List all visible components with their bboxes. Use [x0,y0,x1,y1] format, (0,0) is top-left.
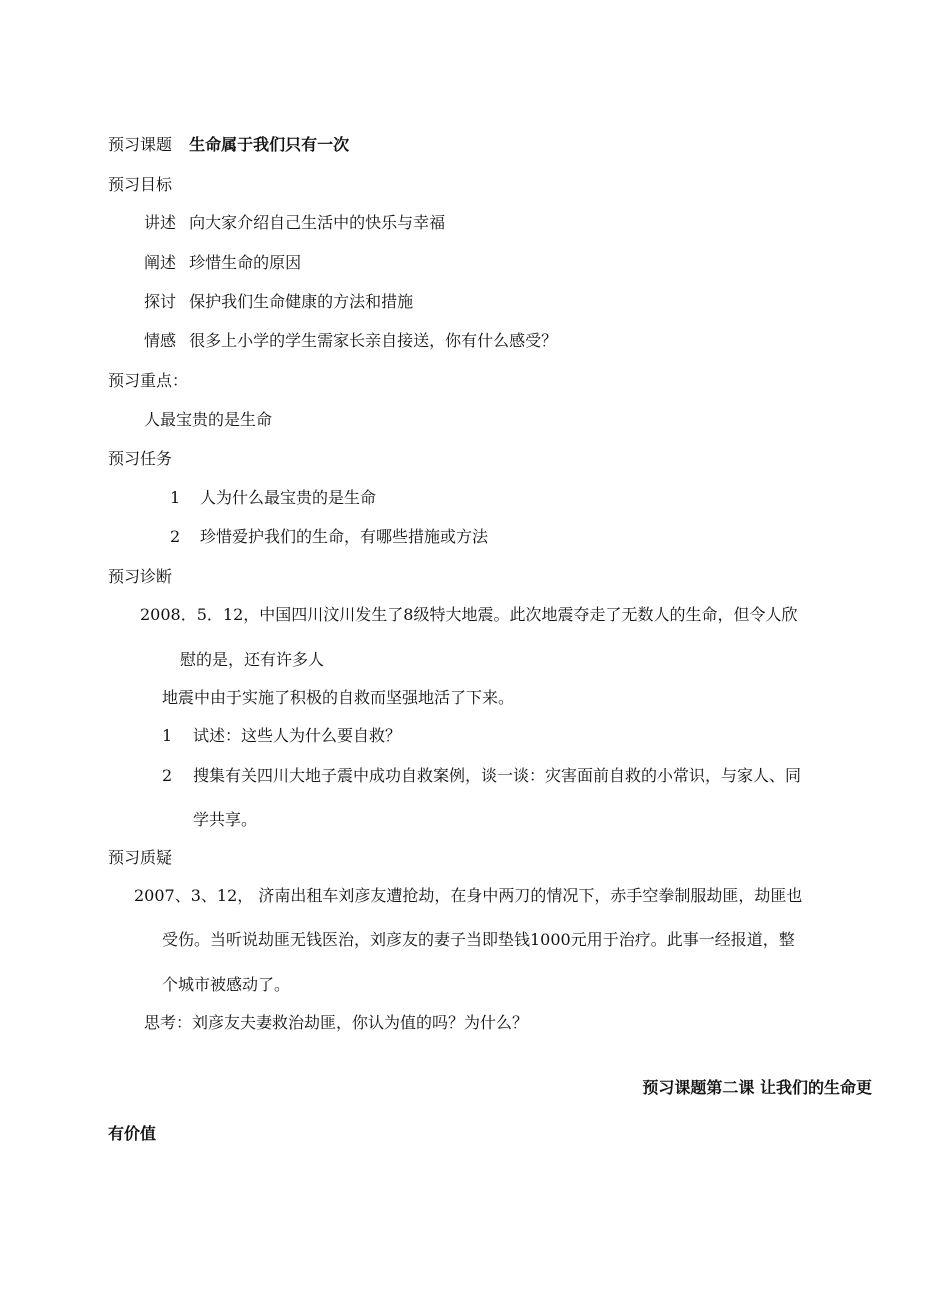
goal-item [144,331,557,351]
goal-text: 珍惜生命的原因 [189,253,302,272]
goal-item [144,292,413,312]
think-question: 思考：刘彦友夫妻救治劫匪，你认为值的吗？为什么？ [144,1013,529,1032]
question-number: 2 [162,766,173,785]
goal-text: 很多上小学的学生需家长亲自接送，你有什么感受？ [189,331,558,350]
lesson1-title-row [108,135,349,155]
doubt-heading: 预习质疑 [108,848,173,867]
task-number: 1 [170,488,181,507]
task-text: 人为什么最宝贵的是生命 [200,488,377,507]
task-item [170,488,376,508]
question-text: 搜集有关四川大地子震中成功自救案例，谈一谈：灾害面前自救的小常识，与家人、同 [193,766,802,785]
title-label: 预习课题 [108,135,173,154]
key-heading: 预习重点： [108,371,189,390]
doubt-paragraph-line: 个城市被感动了。 [162,975,291,994]
goal-item [144,213,445,233]
question-item [162,726,401,746]
tasks-heading: 预习任务 [108,449,173,468]
goal-verb: 讲述 [144,213,177,232]
question-text: 试述：这些人为什么要自救？ [193,726,402,745]
lesson2-title-line1: 预习课题第二课 让我们的生命更 [642,1078,872,1097]
diagnosis-paragraph-line: 慰的是，还有许多人 [180,650,325,669]
question-number: 1 [162,726,173,745]
lesson2-title-line2: 有价值 [108,1124,157,1143]
goal-verb: 探讨 [144,292,177,311]
question-item [162,766,801,786]
lesson1-title: 生命属于我们只有一次 [189,135,350,154]
goal-text: 向大家介绍自己生活中的快乐与幸福 [189,213,446,232]
doubt-paragraph-line: 2007、3、12， 济南出租车刘彦友遭抢劫，在身中两刀的情况下，赤手空拳制服劫匪，劫匪也 [134,886,803,905]
key-text: 人最宝贵的是生命 [144,410,273,429]
question-text-continuation: 学共享。 [193,810,258,829]
diagnosis-paragraph-line: 2008．5．12，中国四川汶川发生了8级特大地震。此次地震夺走了无数人的生命，但令人欣 [140,605,798,624]
goal-item [144,253,301,273]
goal-verb: 阐述 [144,253,177,272]
diagnosis-paragraph-line: 地震中由于实施了积极的自救而坚强地活了下来。 [162,688,515,707]
goals-heading: 预习目标 [108,175,173,194]
task-number: 2 [170,527,181,546]
goal-verb: 情感 [144,331,177,350]
goal-text: 保护我们生命健康的方法和措施 [189,292,414,311]
task-text: 珍惜爱护我们的生命，有哪些措施或方法 [200,527,489,546]
doubt-paragraph-line: 受伤。当听说劫匪无钱医治，刘彦友的妻子当即垫钱1000元用于治疗。此事一经报道，整 [162,930,795,949]
task-item [170,527,488,547]
diagnosis-heading: 预习诊断 [108,567,173,586]
